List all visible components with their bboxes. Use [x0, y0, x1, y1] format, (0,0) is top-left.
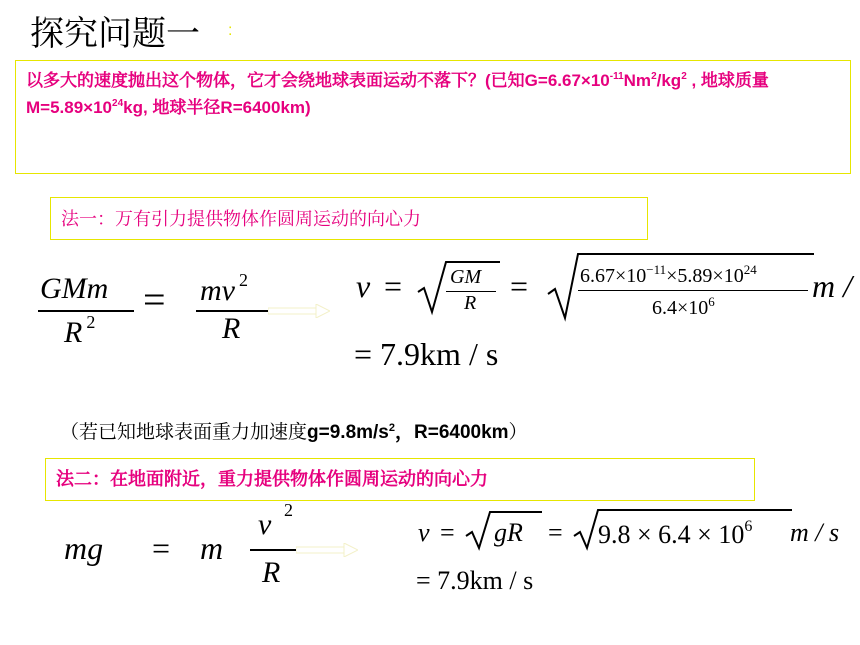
m1-lhs-num: GMm: [40, 272, 109, 305]
question-g-unit-mid: /kg: [656, 71, 682, 90]
m2-num-sup: 2: [284, 500, 293, 520]
note-g-value: g=9.8m/s: [307, 422, 389, 443]
method1-label: 法一：万有引力提供物体作圆周运动的向心力: [61, 209, 421, 229]
m1-rhs-num: mv $^2$: [200, 270, 248, 307]
m1-big-den: $6.4\times 10^6$: [652, 294, 715, 319]
question-box: [15, 60, 851, 174]
m1-rhs-den: R: [222, 312, 241, 345]
faint-arrow2-icon: [296, 543, 358, 557]
question-g-unit-sup: 2: [651, 71, 657, 82]
m1-eq3: =: [510, 268, 529, 304]
m2-eq3: =: [548, 518, 563, 547]
m2-lhs: mg: [64, 530, 104, 566]
m1-sqrt-den: R: [464, 292, 477, 314]
m1-lhs-den: R $^2$: [64, 312, 96, 349]
m2-eq: =: [152, 530, 171, 566]
question-g-unit: Nm: [623, 71, 652, 90]
m1-sqrt-num: GM: [450, 266, 482, 288]
question-line1: 以多大的速度抛出这个物体，它才会绕地球表面运动不落下？(已知: [26, 71, 525, 90]
method2-label: 法二：在地面附近，重力提供物体作圆周运动的向心力: [56, 469, 488, 489]
question-mass-unit: kg,: [123, 98, 153, 117]
page-title: 探究问题一: [30, 15, 200, 53]
m1-result: = 7.9km / s: [354, 336, 499, 372]
m2-v: v: [418, 518, 430, 547]
m2-result: = 7.9km / s: [416, 566, 534, 595]
question-radius-label: 地球半径R=6400km): [152, 98, 311, 117]
question-text: [26, 67, 816, 121]
m2-eq2: =: [440, 518, 455, 547]
m2-num-v: v: [258, 508, 272, 541]
m1-unit: m /: [812, 268, 852, 304]
question-g-exp: -11: [609, 71, 624, 82]
m1-equals: =: [143, 277, 166, 322]
m1-big-num: $6.67\times 10^{-11}\times 5.89\times 10^{24}$: [580, 262, 757, 287]
gravity-note: [60, 417, 528, 444]
method2-box: [45, 458, 755, 501]
m2-sqrt-val: $9.8 \times 6.4 \times 10^6$: [598, 518, 753, 549]
note-r-value: ，R=6400km: [395, 422, 509, 443]
faint-arrow-icon: [268, 304, 330, 318]
m2-den-R: R: [262, 556, 281, 589]
question-g-unit-sup2: 2: [681, 71, 687, 82]
title-colon: :: [228, 22, 233, 39]
method1-box: [50, 197, 648, 240]
m1-v: v: [356, 268, 371, 304]
m2-sqrt-inner: gR: [494, 518, 523, 547]
m2-fraction-bar: [250, 549, 296, 551]
m2-m: m: [200, 530, 224, 566]
note-suffix: ）: [508, 422, 528, 443]
question-g-label: G=6.67×10: [524, 71, 610, 90]
m1-big-fraction-bar: [578, 290, 808, 291]
question-mass-label: , 地球质量M=5.89×10: [26, 71, 769, 117]
m1-eq2: =: [384, 268, 403, 304]
note-g-sup: 2: [388, 422, 395, 434]
note-prefix: （若已知地球表面重力加速度: [60, 422, 308, 443]
question-mass-exp: 24: [112, 98, 124, 109]
m2-unit: m / s: [790, 518, 840, 547]
